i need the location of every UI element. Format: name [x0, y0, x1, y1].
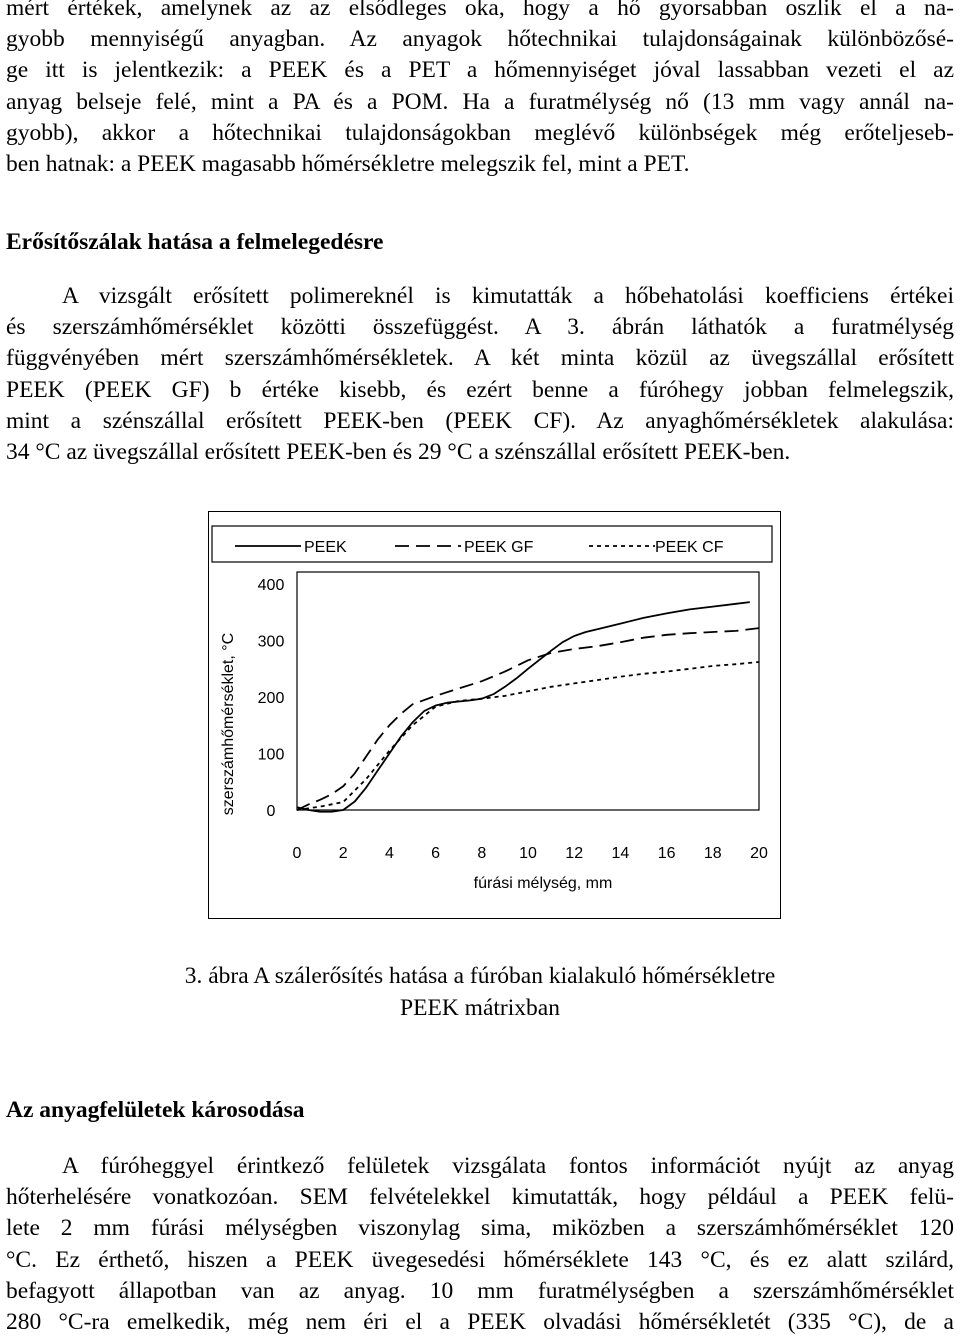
caption-line-1: 3. ábra A szálerősítés hatása a fúróban kialakuló hőmérsékletre	[184, 963, 776, 989]
text-line: függvényében mért szerszámhőmérsékletek. A két minta közül az üvegszállal erősített	[6, 345, 954, 372]
x-tick-label: 14	[611, 845, 630, 862]
text-line: gyobb), akkor a hőtechnikai tulajdonságokban meglévő különbségek még erőteljeseb-	[6, 119, 954, 146]
text-line: és szerszámhőmérséklet közötti összefüggést. A 3. ábrán láthatók a furatmélység	[6, 314, 954, 341]
text-line: mint a szénszállal erősített PEEK-ben (PEEK CF). Az anyaghőmérsékletek alakulása:	[6, 407, 954, 434]
x-tick-label: 12	[565, 845, 584, 862]
figure-frame	[208, 511, 781, 919]
x-tick-label: 4	[384, 845, 394, 862]
x-tick-label: 0	[292, 845, 302, 862]
figure-caption	[0, 960, 960, 1024]
series-line-dashed	[297, 628, 759, 810]
temperature-chart	[209, 512, 779, 917]
y-tick-label: 400	[257, 577, 285, 594]
text-line: °C. Ez érthető, hiszen a PEEK üvegesedési hőmérséklete 143 °C, és ez alatt szilárd,	[6, 1246, 954, 1273]
text-line: gyobb mennyiségű anyagban. Az anyagok hőtechnikai tulajdonságainak különbözősé-	[6, 26, 954, 53]
section-heading-fiber-effect: Erősítőszálak hatása a felmelegedésre	[6, 229, 384, 255]
text-line: 280 °C-ra emelkedik, még nem éri el a PEEK olvadási hőmérsékletét (335 °C), de a	[6, 1309, 954, 1336]
x-axis-label: fúrási mélység, mm	[473, 875, 613, 892]
x-tick-label: 16	[657, 845, 676, 862]
series-line-solid	[297, 602, 750, 812]
legend-label: PEEK CF	[655, 539, 724, 556]
x-tick-label: 18	[703, 845, 722, 862]
x-tick-label: 2	[338, 845, 348, 862]
text-line: ben hatnak: a PEEK magasabb hőmérsékletre melegszik fel, mint a PET.	[6, 151, 690, 178]
paragraph-intro	[6, 0, 954, 180]
x-tick-label: 8	[477, 845, 487, 862]
text-line: PEEK (PEEK GF) b értéke kisebb, és ezért benne a fúróhegy jobban felmelegszik,	[6, 376, 954, 403]
x-tick-label: 6	[431, 845, 441, 862]
text-line: ge itt is jelentkezik: a PEEK és a PET a hőmennyiséget jóval lassabban vezeti el az	[6, 57, 954, 84]
text-line: A vizsgált erősített polimereknél is kimutatták a hőbehatolási koefficiens értékei	[62, 283, 954, 309]
section-heading-surface-damage: Az anyagfelületek károsodása	[6, 1097, 305, 1123]
text-line: mért értékek, amelynek az az elsődleges oka, hogy a hő gyorsabban oszlik el a na-	[6, 0, 954, 21]
legend-label: PEEK GF	[464, 539, 534, 556]
text-line: 34 °C az üvegszállal erősített PEEK-ben és 29 °C a szénszállal erősített PEEK-ben.	[6, 439, 791, 466]
x-tick-label: 20	[750, 845, 768, 862]
legend-label: PEEK	[304, 539, 347, 556]
y-tick-label: 200	[257, 690, 285, 707]
y-tick-label: 300	[257, 633, 285, 651]
paragraph-surface-damage	[6, 1151, 954, 1338]
text-line: befagyott állapotban van az anyag. 10 mm furatmélységben a szerszámhőmérséklet	[6, 1277, 954, 1304]
text-line: anyag belseje felé, mint a PA és a POM. Ha a furatmélység nő (13 mm vagy annál na-	[6, 88, 954, 115]
x-tick-label: 10	[519, 845, 537, 862]
paragraph-fiber-effect	[6, 281, 954, 468]
y-tick-label: 100	[257, 746, 285, 764]
text-line: A fúróheggyel érintkező felületek vizsgálata fontos információt nyújt az anyag	[62, 1153, 954, 1179]
text-line: lete 2 mm fúrási mélységben viszonylag sima, miközben a szerszámhőmérséklet 120	[6, 1215, 954, 1242]
text-line: hőterhelésére vonatkozóan. SEM felvételekkel kimutatták, hogy például a PEEK felü-	[6, 1184, 954, 1211]
caption-line-2: PEEK mátrixban	[400, 995, 560, 1021]
y-axis-label: szerszámhőmérséklet, °C	[220, 632, 237, 816]
y-tick-label: 0	[266, 803, 276, 820]
